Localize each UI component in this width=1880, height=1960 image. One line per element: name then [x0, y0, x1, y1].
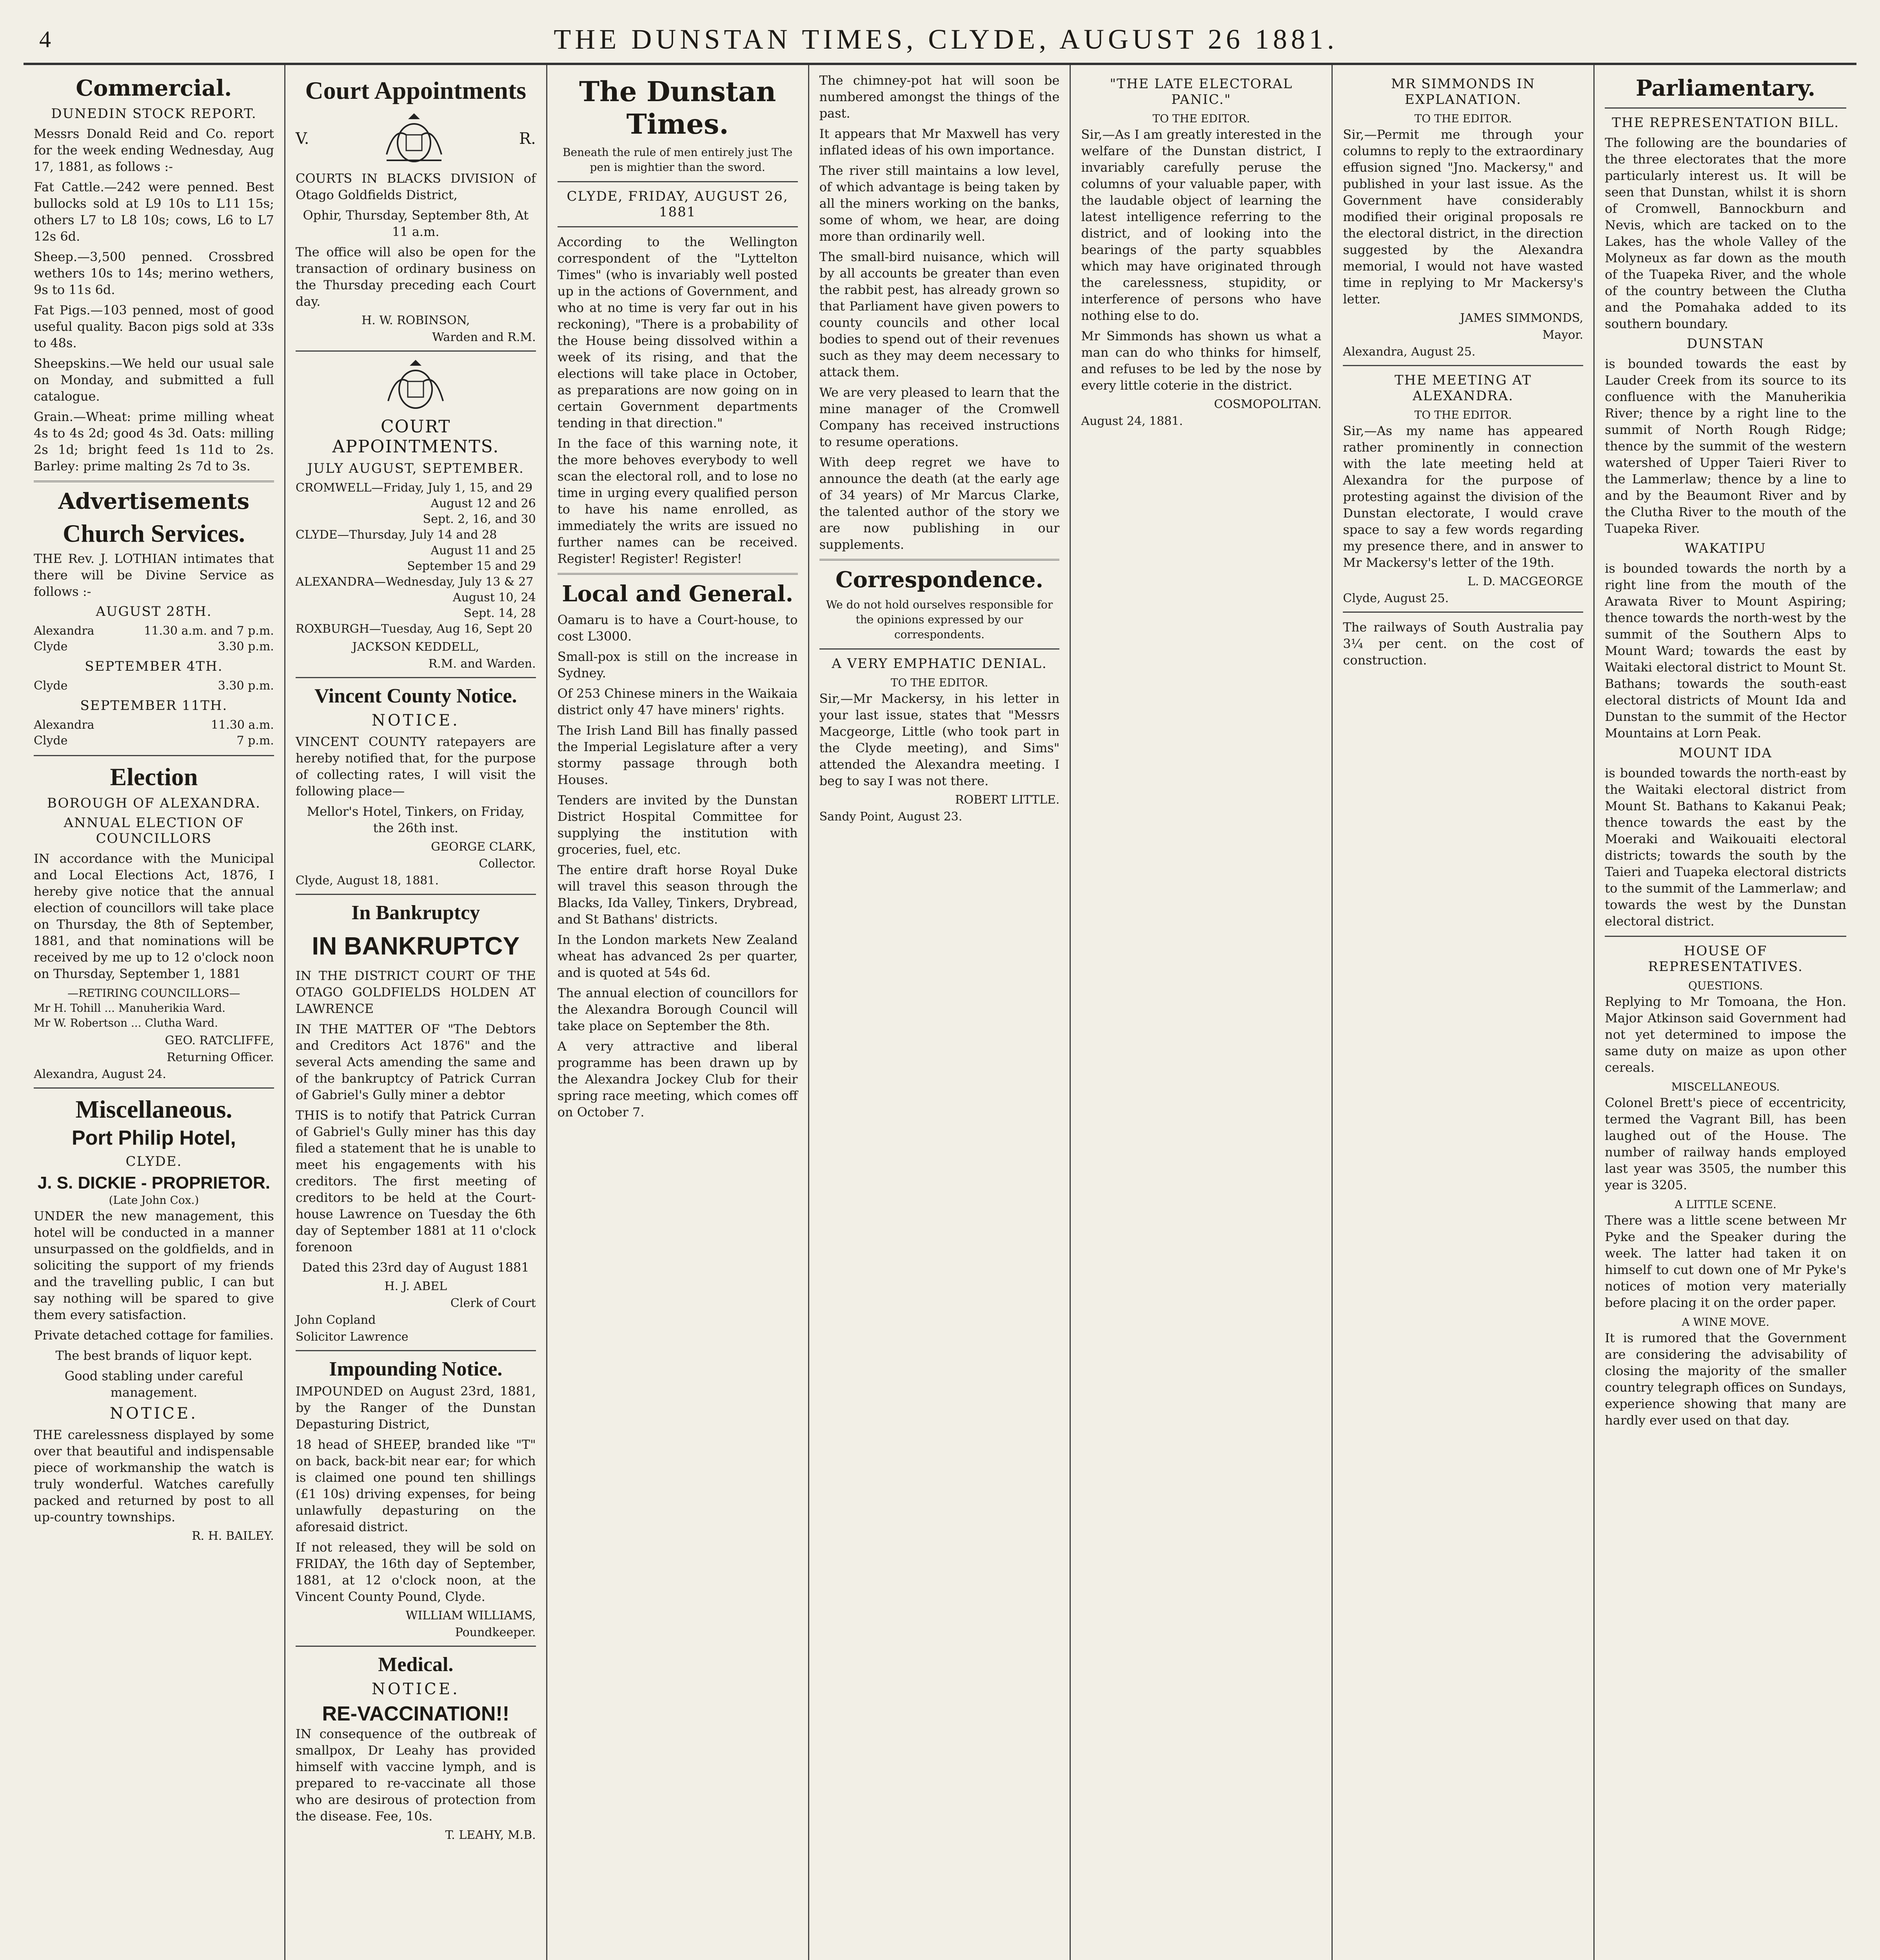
correspondence-note: We do not hold ourselves responsible for the opinions expressed by our correspondents. [826, 598, 1053, 641]
court-appointments-title: Court Appointments [305, 76, 527, 104]
bankruptcy-dated: Dated this 23rd day of August 1881 [302, 1260, 529, 1275]
bankruptcy-text: THIS is to notify that Patrick Curran of Gabriel's Gully miner has this day filed a statement that he is unable to meet his engagements with his creditors. The first meeting of creditors to be held at the Court-house Lawrence on Tuesday the 6th day of September 1881 at 11 o'clock forenoon [295, 1108, 536, 1254]
court-appointments-heading: COURT APPOINTMENTS. [332, 417, 500, 457]
hotel-late: (Late John Cox.) [109, 1194, 199, 1207]
column-6 [1333, 65, 1595, 1960]
hotel-proprietor: J. S. DICKIE - PROPRIETOR. [37, 1173, 271, 1192]
wine-heading: A WINE MOVE. [1682, 1316, 1769, 1328]
divider [819, 559, 1060, 561]
election-title: Election [110, 763, 198, 791]
bankruptcy-banner: IN BANKRUPTCY [312, 932, 520, 960]
panic-heading: "THE LATE ELECTORAL PANIC." [1110, 76, 1293, 107]
questions-text: Replying to Mr Tomoana, the Hon. Major Atkinson said Government had not yet determined to impose the same duty on maize as upon other cereals. [1605, 994, 1846, 1075]
little-place: Sandy Point, August 23. [819, 810, 963, 824]
crest-right-letter: R. [519, 130, 536, 148]
church-date-2: SEPTEMBER 4TH. [85, 659, 223, 674]
impounding-text: IMPOUNDED on August 23rd, 1881, by the Ranger of the Dunstan Depasturing District, [295, 1384, 536, 1432]
panic-date: August 24, 1881. [1081, 414, 1183, 428]
robinson-title: Warden and R.M. [432, 330, 536, 344]
watch-notice-heading: NOTICE. [110, 1405, 198, 1423]
vincent-notice: NOTICE. [371, 711, 460, 730]
col4-p5: We are very pleased to learn that the mine manager of the Cromwell Company has received instructions to resume operations. [819, 385, 1060, 449]
panic-p1: Sir,—As I am greatly interested in the welfare of the Dunstan district, I invariably carefully peruse the columns of your valuable paper, with the laudable object of learning the latest intelligence referring to the district, and of looking into the bearings of the party squabbles which may have originated through the carelessness, stupidity, or interference of persons who have nothing else to do. [1081, 127, 1322, 323]
parliamentary-title: Parliamentary. [1636, 75, 1816, 101]
hotel-stabling: Good stabling under careful management. [64, 1368, 243, 1400]
dunstan-text: is bounded towards the east by Lauder Creek from its source to its confluence with the Manuherikia River; thence by a right line to the summit of North Rough Ridge; thence by the summit of the western watershed of Upper Taieri River to the Lammerlaw; thence by a line to and by the Beaumont River and by the Clutha River to the mouth of the Tuapeka River. [1605, 356, 1846, 536]
divider [296, 894, 536, 895]
election-sub1: BOROUGH OF ALEXANDRA. [47, 795, 261, 811]
simmonds-title: Mayor. [1542, 328, 1584, 342]
returning-officer-title: Returning Officer. [167, 1051, 274, 1064]
miscellaneous-title: Miscellaneous. [75, 1095, 233, 1123]
divider [1343, 365, 1583, 366]
returning-officer-name: GEO. RATCLIFFE, [165, 1034, 274, 1047]
royal-crest-icon [380, 358, 451, 413]
crest-row [296, 107, 536, 170]
simmonds-name: JAMES SIMMONDS, [1460, 311, 1584, 325]
divider [296, 1350, 536, 1351]
medical-notice: NOTICE. [371, 1680, 460, 1698]
column-7 [1595, 65, 1856, 1960]
church-list-3: Alexandra 11.30 a.m. Clyde 7 p.m. [34, 718, 274, 748]
stock-p3: Sheep.—3,500 penned. Crossbred wethers 10s to 14s; merino wethers, 9s to 11s 6d. [34, 249, 274, 297]
denial-to: TO THE EDITOR. [890, 676, 988, 689]
clark-name: GEORGE CLARK, [431, 840, 536, 854]
copland-name: John Copland [295, 1313, 376, 1327]
railways-note: The railways of South Australia pay 3¼ per cent. on the cost of construction. [1343, 620, 1584, 668]
retiring-1: Mr H. Tohill ... Manuherikia Ward. [34, 1002, 226, 1014]
abel-name: H. J. ABEL [384, 1279, 447, 1293]
hotel-liquor: The best brands of liquor kept. [55, 1348, 252, 1363]
divider [296, 350, 536, 352]
ida-heading: MOUNT IDA [1679, 745, 1772, 761]
news-9: A very attractive and liberal programme has been drawn up by the Alexandra Jockey Club for their spring race meeting, which comes off on October 7. [557, 1039, 798, 1120]
hotel-name: Port Philip Hotel, [71, 1127, 236, 1149]
simmonds-to: TO THE EDITOR. [1414, 112, 1512, 125]
court-schedule: CROMWELL—Friday, July 1, 15, and 29 August 12 and 26 Sept. 2, 16, and 30 CLYDE—Thursday, July 14 and 28 August 11 and 25 September 15 and 29 ALEXANDRA—Wednesday, July 13 & 27 August 10, 24 Sept. 14, 28 ROXBURGH—Tuesday, Aug 16, Sept 20 [295, 481, 536, 636]
stock-p6: Grain.—Wheat: prime milling wheat 4s to 4s 2d; good 4s 3d. Oats: milling 2s 1d; bright feed 1s 11d to 2s. Barley: prime malting 2s 7d to 3s. [34, 409, 274, 474]
meeting-to: TO THE EDITOR. [1414, 408, 1512, 421]
church-list-1: Alexandra 11.30 a.m. and 7 p.m. Clyde 3.30 p.m. [34, 624, 274, 653]
news-2: Small-pox is still on the increase in Sydney. [557, 649, 798, 681]
column-2 [285, 65, 547, 1960]
col4-p6: With deep regret we have to announce the death (at the early age of 34 years) of Mr Marcus Clarke, the talented author of the story we are now publishing in our supplements. [819, 455, 1060, 552]
news-4: The Irish Land Bill has finally passed the Imperial Legislature after a very stormy passage through both Houses. [557, 723, 798, 787]
hotel-place: CLYDE. [125, 1154, 182, 1169]
divider [296, 677, 536, 678]
panic-to: TO THE EDITOR. [1152, 112, 1250, 125]
vincent-text: VINCENT COUNTY ratepayers are hereby notified that, for the purpose of collecting rates, I will visit the following place— [295, 734, 536, 799]
col4-p2: It appears that Mr Maxwell has very inflated ideas of his own importance. [819, 126, 1060, 158]
denial-text: Sir,—Mr Mackersy, in his letter in your last issue, states that "Messrs Macgeorge, Little (who took part in the Clyde meeting), and Sims" attended the Alexandra meeting. I beg to say I was not there. [819, 691, 1060, 788]
correspondence-title: Correspondence. [835, 567, 1043, 593]
news-3: Of 253 Chinese miners in the Waikaia district only 47 have miners' rights. [557, 686, 798, 717]
divider [558, 573, 798, 575]
commercial-title: Commercial. [76, 75, 232, 101]
divider [296, 1646, 536, 1647]
impounding-title: Impounding Notice. [329, 1358, 503, 1380]
keddell-name: JACKSON KEDDELL, [352, 640, 480, 654]
retiring-heading: —RETIRING COUNCILLORS— [67, 987, 240, 1000]
watch-notice-text: THE carelessness displayed by some over that beautiful and indispensable piece of workmanship the watch is truly wonderful. Watches carefully packed and returned by post to all up-country townships. [34, 1427, 274, 1524]
clark-date: Clyde, August 18, 1881. [295, 874, 439, 887]
news-8: The annual election of councillors for the Alexandra Borough Council will take place on September the 8th. [557, 985, 798, 1033]
macgeorge-name: L. D. MACGEORGE [1467, 575, 1584, 588]
clark-title: Collector. [479, 857, 536, 871]
stock-p1: Messrs Donald Reid and Co. report for the week ending Wednesday, Aug 17, 1881, as follows :- [34, 126, 274, 174]
wakatipu-text: is bounded towards the north by a right line from the mouth of the Arawata River to Mount Aspiring; thence towards the north-west by the summit of the Southern Alps to Mount Ward; towards the east by Waitaki electoral district to Mount St. Bathans; towards the south-east electoral districts of Mount Ida and Dunstan to the summit of the Hector Mountains at Lorn Peak. [1605, 561, 1846, 740]
leahy-name: T. LEAHY, M.B. [445, 1828, 536, 1842]
keddell-title: R.M. and Warden. [428, 657, 536, 671]
retiring-2: Mr W. Robertson ... Clutha Ward. [34, 1016, 218, 1029]
newspaper-title: THE DUNSTAN TIMES, CLYDE, AUGUST 26 1881. [554, 23, 1338, 55]
williams-name: WILLIAM WILLIAMS, [405, 1609, 536, 1622]
misc-text: Colonel Brett's piece of eccentricity, termed the Vagrant Bill, has been laughed out of the House. The number of railway hands employed last year was 3505, the number this year is 3205. [1605, 1095, 1846, 1192]
divider [1605, 936, 1846, 937]
bankruptcy-title: In Bankruptcy [351, 902, 480, 924]
copland-title: Solicitor Lawrence [295, 1330, 409, 1344]
panic-signature: COSMOPOLITAN. [1214, 397, 1322, 411]
vincent-mellor: Mellor's Hotel, Tinkers, on Friday, the 26th inst. [307, 804, 525, 835]
wakatipu-heading: WAKATIPU [1685, 541, 1766, 556]
divider [558, 181, 798, 182]
royal-crest-icon [379, 111, 449, 166]
column-5 [1071, 65, 1333, 1960]
divider [1343, 612, 1583, 613]
bailey-signature: R. H. BAILEY. [192, 1529, 274, 1543]
courts-text: COURTS IN BLACKS DIVISION of Otago Goldfields District, [295, 171, 536, 202]
meeting-heading: THE MEETING AT ALEXANDRA. [1394, 372, 1532, 404]
advertisements-title: Advertisements [58, 488, 250, 514]
medical-title: Medical. [378, 1653, 454, 1676]
dunstan-heading: DUNSTAN [1687, 336, 1765, 352]
stock-report-heading: DUNEDIN STOCK REPORT. [51, 106, 257, 122]
divider [819, 648, 1060, 650]
column-4 [809, 65, 1071, 1960]
masthead [24, 16, 1856, 65]
misc-heading: MISCELLANEOUS. [1671, 1080, 1780, 1093]
column-3 [547, 65, 809, 1960]
editorial-p2: In the face of this warning note, it the more behoves everybody to well scan the electoral roll, and to lose no time in urging every qualified person to have his name enrolled, as immediately the writs are issued no further names can be received. Register! Register! Register! [557, 436, 798, 566]
col4-p4: The small-bird nuisance, which will by all accounts be greater than even the rabbit pest, has already grown so that Parliament have given powers to county councils and other local bodies to spend out of their revenues such as they may deem necessary to attack them. [819, 249, 1060, 379]
house-heading: HOUSE OF REPRESENTATIVES. [1648, 943, 1803, 975]
bill-intro: The following are the boundaries of the three electorates that the more particularly interest us. It will be seen that Dunstan, whilst it is shorn of Cromwell, Bannockburn and Nevis, which are tacked on to the Lakes, has the whole Valley of the Molyneux as far down as the mouth of the Tuapeka River, and the whole of the country between the Clutha and the Pomahaka added to its southern boundary. [1605, 135, 1846, 331]
local-general-title: Local and General. [562, 581, 794, 607]
divider [34, 755, 274, 756]
impounding-sale: If not released, they will be sold on FRIDAY, the 16th day of September, 1881, at 12 o'clock noon, at the Vincent County Pound, Clyde. [295, 1540, 536, 1604]
stock-p5: Sheepskins.—We held our usual sale on Monday, and submitted a full catalogue. [34, 356, 274, 404]
church-date-3: SEPTEMBER 11TH. [80, 698, 228, 713]
editorial-dateline: CLYDE, FRIDAY, AUGUST 26, 1881 [567, 189, 788, 220]
news-5: Tenders are invited by the Dunstan District Hospital Committee for supplying the institution with groceries, fuel, etc. [557, 793, 798, 857]
simmonds-heading: MR SIMMONDS IN EXPLANATION. [1391, 76, 1535, 107]
stock-p4: Fat Pigs.—103 penned, most of good useful quality. Bacon pigs sold at 33s to 48s. [34, 303, 274, 350]
divider [1605, 107, 1846, 109]
little-name: ROBERT LITTLE. [955, 793, 1060, 807]
simmonds-text: Sir,—Permit me through your columns to reply to the extraordinary effusion signed "Jno. Mackersy," and published in your last issue. As the Government have considerably modified their original proposals re the electoral district, in the direction suggested by the Alexandra memorial, I would not have wasted time in replying to Mr Mackersy's letter. [1343, 127, 1584, 307]
ophir-sitting: Ophir, Thursday, September 8th, At 11 a.m. [303, 208, 529, 239]
stock-p2: Fat Cattle.—242 were penned. Best bullocks sold at L9 10s to L11 15s; others L7 to L8 10s; cows, L6 to L7 12s 6d. [34, 180, 274, 244]
office-text: The office will also be open for the transaction of ordinary business on the Thursday preceding each Court day. [295, 245, 536, 309]
church-date-1: AUGUST 28TH. [96, 604, 212, 619]
columns [24, 65, 1856, 1960]
col4-p3: The river still maintains a low level, of which advantage is being taken by all the miners working on the banks, some of whom, we hear, are doing more than ordinarily well. [819, 163, 1060, 244]
vincent-title: Vincent County Notice. [314, 685, 517, 707]
bankruptcy-matter: IN THE MATTER OF "The Debtors and Creditors Act 1876" and the several Acts amending the same and of the bankruptcy of Patrick Curran of Gabriel's Gully miner a debtor [295, 1022, 536, 1102]
revaccination-banner: RE-VACCINATION!! [322, 1702, 510, 1725]
divider [558, 226, 798, 227]
impounding-sheep: 18 head of SHEEP, branded like "T" on back, back-bit near ear; for which is claimed one pound ten shillings (£1 10s) driving expenses, for being unlawfully depasturing on the aforesaid district. [295, 1437, 536, 1534]
election-text: IN accordance with the Municipal and Local Elections Act, 1876, I hereby give notice that the annual election of councillors will take place on Thursday, the 8th of September, 1881, and that nominations will be received by me up to 12 o'clock noon on Thursday, September 1, 1881 [34, 851, 274, 981]
simmonds-place: Alexandra, August 25. [1343, 345, 1476, 359]
motto: Beneath the rule of men entirely just The pen is mightier than the sword. [562, 146, 793, 174]
abel-title: Clerk of Court [450, 1296, 536, 1310]
church-text: THE Rev. J. LOTHIAN intimates that there will be Divine Service as follows :- [34, 551, 274, 599]
editorial-p1: According to the Wellington correspondent of the "Lyttelton Times" (who is invariably well posted up in the actions of Government, and who at no time is very far out in his reckoning), "There is a probability of the House being dissolved within a week of its rising, and that the elections will take place in October, as preparations are now going on in certain Government departments tending in that direction." [557, 234, 798, 430]
news-1: Oamaru is to have a Court-house, to cost L3000. [557, 612, 798, 644]
representation-bill-heading: THE REPRESENTATION BILL. [1612, 115, 1840, 131]
bankruptcy-court: IN THE DISTRICT COURT OF THE OTAGO GOLDFIELDS HOLDEN AT LAWRENCE [295, 968, 536, 1016]
column-1 [24, 65, 285, 1960]
dunstan-times-title: The Dunstan Times. [579, 75, 776, 140]
williams-title: Poundkeeper. [455, 1626, 536, 1639]
denial-heading: A VERY EMPHATIC DENIAL. [832, 656, 1047, 671]
macgeorge-place: Clyde, August 25. [1343, 592, 1449, 605]
questions-heading: QUESTIONS. [1688, 979, 1763, 992]
robinson-name: H. W. ROBINSON, [361, 314, 470, 327]
col4-p1: The chimney-pot hat will soon be numbered amongst the things of the past. [819, 73, 1060, 121]
page-number: 4 [39, 26, 51, 52]
election-date: Alexandra, August 24. [34, 1067, 166, 1081]
hotel-private: Private detached cottage for families. [34, 1328, 274, 1343]
news-6: The entire draft horse Royal Duke will travel this season through the Blacks, Ida Valley, Tinkers, Drybread, and St Bathans' districts. [557, 862, 798, 927]
ida-text: is bounded towards the north-east by the Waitaki electoral district from Mount St. Bathans to Kakanui Peak; thence towards the east by the Moeraki and Waikouaiti electoral districts; towards the south by the Taieri and Tuapeka electoral districts to the summit of the Lammerlaw; and towards the west by the Dunstan electoral district. [1605, 766, 1846, 929]
hotel-text: UNDER the new management, this hotel will be conducted in a manner unsurpassed on the goldfields, and in soliciting the support of my friends and the travelling public, I can but say nothing will be spared to give them every satisfaction. [34, 1209, 274, 1322]
wine-text: It is rumored that the Government are considering the advisability of closing the majority of the smaller country telegraph offices on Sundays, experience showing that many are hardly ever used on that day. [1605, 1330, 1846, 1428]
church-services-title: Church Services. [63, 519, 245, 547]
church-list-2: Clyde 3.30 p.m. [34, 679, 274, 693]
medical-text: IN consequence of the outbreak of smallpox, Dr Leahy has provided himself with vaccine lymph, and is prepared to re-vaccinate all those who are desirous of protection from the disease. Fee, 10s. [295, 1726, 536, 1824]
panic-p2: Mr Simmonds has shown us what a man can do who thinks for himself, and refuses to be led by the nose by every little coterie in the district. [1081, 328, 1322, 393]
news-7: In the London markets New Zealand wheat has advanced 2s per quarter, and is quoted at 54s 6d. [557, 932, 798, 980]
scene-heading: A LITTLE SCENE. [1675, 1198, 1776, 1211]
court-months: JULY AUGUST, SEPTEMBER. [307, 461, 524, 476]
scene-text: There was a little scene between Mr Pyke and the Speaker during the week. The latter had taken it on himself to cut down one of Mr Pyke's notices of motion very materially before placing it on the order paper. [1605, 1213, 1846, 1310]
divider [34, 481, 274, 482]
divider [34, 1087, 274, 1089]
meeting-text: Sir,—As my name has appeared rather prominently in connection with the late meeting held at Alexandra for the purpose of protesting against the division of the Dunstan electorate, I would crave space to say a few words regarding my presence there, and in answer to Mr Mackersy's letter of the 19th. [1343, 423, 1584, 570]
crest-left-letter: V. [295, 130, 309, 148]
election-sub2: ANNUAL ELECTION OF COUNCILLORS [64, 815, 244, 846]
